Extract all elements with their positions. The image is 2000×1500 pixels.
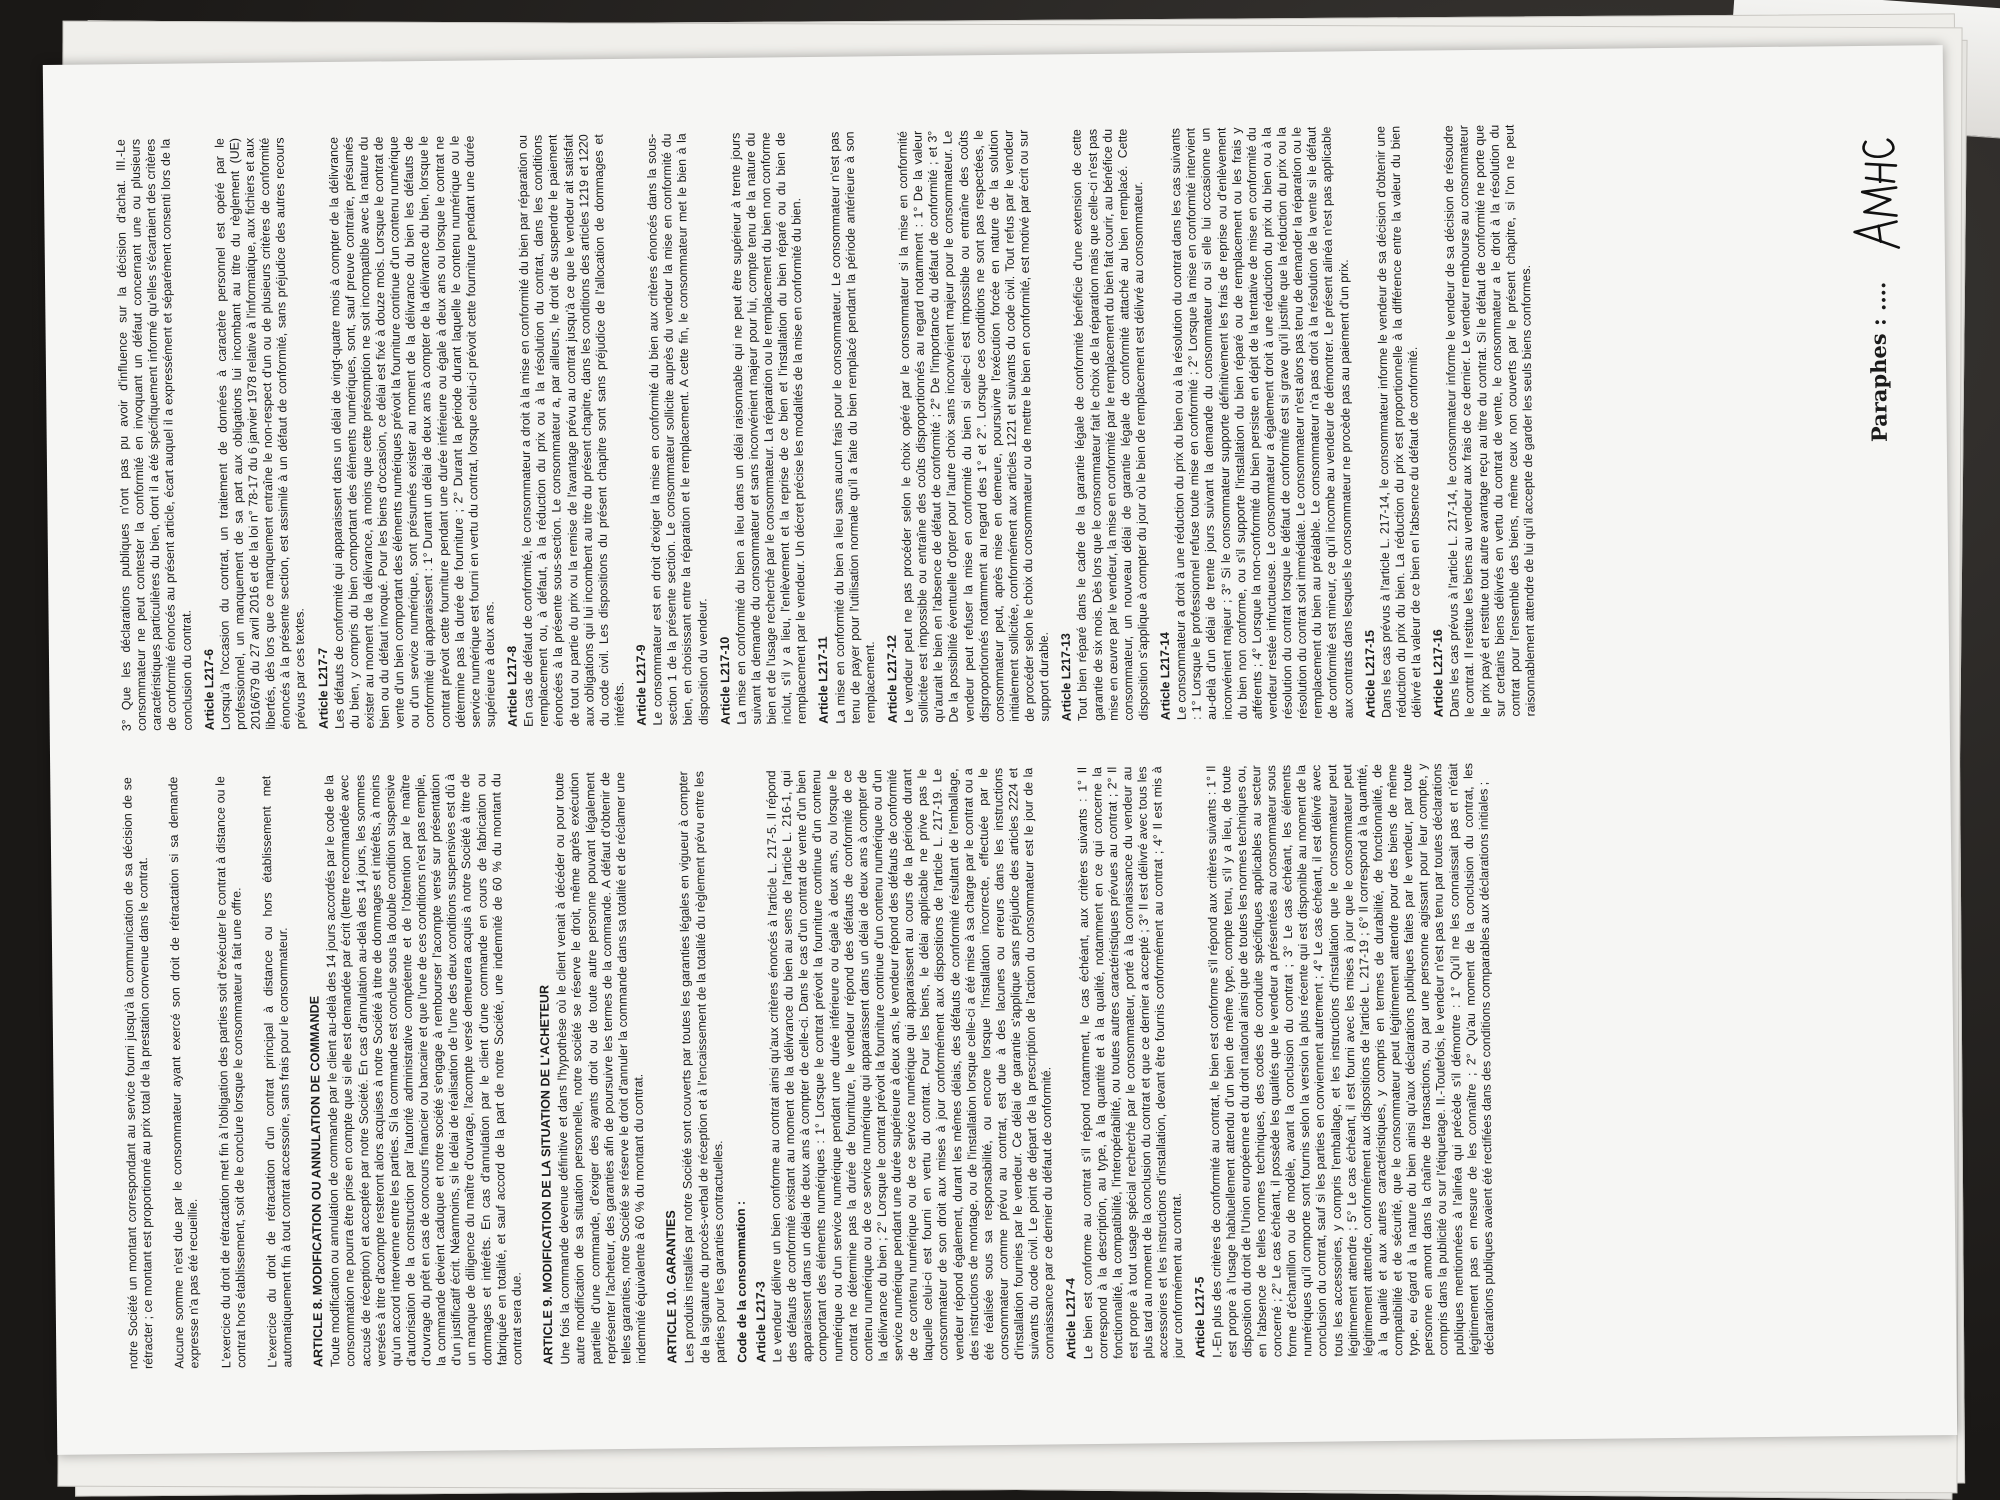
article-subheading: Article L217-5 — [1192, 1276, 1208, 1359]
article-text: Les défauts de conformité qui apparaissent dans un délai de vingt-quatre mois à compter de la délivrance du bien, y compris du bien comportant des éléments numériques, sont, sauf preuve contraire, présumés exister au moment de la délivrance, à moins que cette présomption ne soit incompatible avec la nature du bien ou du défaut invoqué. Pour les biens d'occasion, ce délai est fixé à douze mois. Lorsque le contrat de vente d'un bien comportant des éléments numériques prévoit la fourniture continue d'un contenu numérique ou d'un service numérique, sont présumés exister au moment de la délivrance du bien les défauts de conformité qui apparaissent : 1° Durant un délai de deux ans à compter de la délivrance du bien, lorsque le contrat prévoit cette fourniture pendant une durée inférieure ou égale à deux ans ou lorsque le contrat ne détermine pas la durée de fourniture ; 2° Durant la période durant laquelle le contenu numérique ou le service numérique est fourni en vertu du contrat, lorsque celui-ci prévoit cette fourniture pendant une durée supérieure à deux ans. — [326, 135, 498, 729]
article-heading: ARTICLE 9. MODIFICATION DE LA SITUATION DE L'ACHETEUR — [537, 984, 556, 1365]
article-text: La mise en conformité du bien a lieu dans un délai raisonnable qui ne peut être supérieur à trente jours suivant la demande du consommateur et sans inconvénient majeur pour lui, compte tenu de la nature du bien et de l'usage recherché par le consommateur. La réparation ou le remplacement du bien non conforme inclut, s'il y a lieu, l'enlèvement et la reprise de ce bien et l'installation du bien réparé ou du bien de remplacement par le vendeur. Un décret précise les modalités de la mise en conformité du bien. — [728, 132, 809, 725]
document-page — [43, 45, 1957, 1455]
section-heading: Code de la consommation : — [733, 1200, 750, 1363]
right-column — [114, 122, 1760, 731]
article-subheading: Article L217-16 — [1430, 629, 1446, 718]
article-text: Le vendeur délivre un bien conforme au contrat ainsi qu'aux critères énoncés à l'article L. 217-5. Il répond des défauts de conformité existant au moment de la délivrance du bien au sens de l'article L. 216-1, qui apparaissent dans un délai de deux ans à compter de celle-ci. Dans le cas d'un contrat de vente d'un bien comportant des éléments numériques : 1° Lorsque le contrat prévoit la fourniture continue d'un contenu numérique ou d'un service numérique pendant une durée inférieure ou égale à deux ans, ou lorsque le contrat ne détermine pas la durée de fourniture, le vendeur répond des défauts de conformité de ce contenu numérique ou de ce service numérique qui apparaissent dans un délai de deux ans à compter de la délivrance du bien ; 2° Lorsque le contrat prévoit la fourniture continue d'un contenu numérique ou d'un service numérique pendant une durée supérieure à deux ans, le vendeur répond des défauts de conformité de ce contenu numérique ou de ce service numérique qui apparaissent au cours de la période durant laquelle celui-ci est fourni en vertu du contrat. Pour les biens, le délai applicable ne prive pas le consommateur de son droit aux mises à jour conformément aux dispositions de l'article L. 217-19. Le vendeur répond également, durant les mêmes délais, des défauts de conformité résultant de l'emballage, des instructions de montage, ou de l'installation lorsque celle-ci a été mise à sa charge par le contrat ou a été réalisée sous sa responsabilité, ou encore lorsque l'installation incorrecte, effectuée par le consommateur comme prévu au contrat, est due à des lacunes ou erreurs dans les instructions d'installation fournies par le vendeur. Ce délai de garantie s'applique sans préjudice des articles 2224 et suivants du code civil. Le point de départ de la prescription de l'action du consommateur est le jour de la connaissance par ce dernier du défaut de conformité. — [764, 767, 1057, 1363]
handwritten-initials-signature — [1846, 135, 1907, 256]
paragraph: notre Société un montant correspondant au service fourni jusqu'à la communication de sa décision de se rétracter ; ce montant est proportionné au prix total de la prestation convenue dans le contrat. — [120, 777, 156, 1370]
article-heading: ARTICLE 10. GARANTIES — [663, 1210, 680, 1364]
article-text: Le vendeur peut ne pas procéder selon le choix opéré par le consommateur si la mise en conformité sollicitée est impossible ou entraîne des coûts disproportionnés au regard notamment : 1° De la valeur qu'aurait le bien en l'absence de défaut de conformité ; 2° De l'importance du défaut de conformité ; et 3° De la possibilité éventuelle d'opter pour l'autre choix sans inconvénient majeur pour le consommateur. Le vendeur peut refuser la mise en conformité du bien si celle-ci est impossible ou entraîne des coûts disproportionnés notamment au regard des 1° et 2°. Lorsque ces conditions ne sont pas respectées, le consommateur peut, après mise en demeure, poursuivre l'exécution forcée en nature de la solution initialement sollicitée, conformément aux articles 1221 et suivants du code civil. Tout refus par le vendeur de procéder selon le choix du consommateur ou de mettre le bien en conformité, est motivé par écrit ou sur support durable. — [895, 129, 1052, 724]
article-text: Le consommateur a droit à une réduction du prix du bien ou à la résolution du contrat dans les cas suivants : 1° Lorsque le professionnel refuse toute mise en conformité ; 2° Lorsque la mise en conformité intervient au-delà d'un délai de trente jours suivant la demande du consommateur ou si elle lui occasionne un inconvénient majeur ; 3° Si le consommateur supporte définitivement les frais de reprise ou d'enlèvement du bien non conforme, ou s'il supporte l'installation du bien réparé ou de remplacement ou les frais y afférents ; 4° Lorsque la non-conformité du bien persiste en dépit de la tentative de mise en conformité du vendeur restée infructueuse. Le consommateur a également droit à une réduction du prix du bien ou à la résolution du contrat lorsque le défaut de conformité est si grave qu'il justifie que la réduction du prix ou la résolution du contrat soit immédiate. Le consommateur n'est alors pas tenu de demander la réparation ou le remplacement du bien au préalable. Le consommateur n'a pas droit à la résolution de la vente si le défaut de conformité est mineur, ce qu'il incombe au vendeur de démontrer. Le présent alinéa n'est pas applicable aux contrats dans lesquels le consommateur ne procède pas au paiement d'un prix. — [1168, 126, 1356, 721]
article-text: Dans les cas prévus à l'article L. 217-14, le consommateur informe le vendeur de sa décision de résoudre le contrat. Il restitue les biens au vendeur aux frais de ce dernier. Le vendeur rembourse au consommateur le prix payé et restitue tout autre avantage reçu au titre du contrat. Si le défaut de conformité ne porte que sur certains biens délivrés en vertu du contrat de vente, le consommateur a le droit à la résolution du contrat pour l'ensemble des biens, même ceux non couverts par le présent chapitre, si l'on ne peut raisonnablement attendre de lui qu'il accepte de garder les seuls biens conformes. — [1441, 124, 1538, 718]
paraphes-label: Paraphes : .... — [1864, 281, 1892, 443]
paragraph: Aucune somme n'est due par le consommateur ayant exercé son droit de rétractation si sa demande expresse n'a pas été recueillie. — [166, 776, 202, 1369]
article-text: Tout bien réparé dans le cadre de la garantie légale de conformité bénéficie d'une extension de cette garantie de six mois. Dès lors que le consommateur fait le choix de la réparation mais que celle-ci n'est pas mise en œuvre par le vendeur, la mise en conformité par le remplacement du bien fait courir, au bénéfice du consommateur, un nouveau délai de garantie légale de conformité attaché au bien remplacé. Cette disposition s'applique à compter du jour où le bien de remplacement est délivré au consommateur. — [1069, 128, 1151, 722]
text-columns — [114, 122, 1767, 1369]
article-text: Le bien est conforme au contrat s'il répond notamment, le cas échéant, aux critères suivants : 1° Il correspond à la description, au type, à la quantité et à la qualité, notamment en ce qui concerne la fonctionnalité, la compatibilité, l'interopérabilité, ou toutes autres caractéristiques prévues au contrat ; 2° Il est propre à tout usage spécial recherché par le consommateur, porté à la connaissance du vendeur au plus tard au moment de la conclusion du contrat et que ce dernier a accepté ; 3° Il est délivré avec tous les accessoires et les instructions d'installation, devant être fournis conformément au contrat ; 4° Il est mis à jour conformément au contrat. — [1074, 766, 1186, 1360]
article-text: En cas de défaut de conformité, le consommateur a droit à la mise en conformité du bien par réparation ou remplacement ou, à défaut, à la réduction du prix ou à la résolution du contrat, dans les conditions énoncées à la présente sous-section. Le consommateur a, par ailleurs, le droit de suspendre le paiement de tout ou partie du prix ou la remise de l'avantage prévu au contrat jusqu'à ce que le vendeur ait satisfait aux obligations qui lui incombent au titre du présent chapitre, dans les conditions des articles 1219 et 1220 du code civil. Les dispositions du présent chapitre sont sans préjudice de l'allocation de dommages et intérêts. — [515, 134, 627, 728]
article-text: Une fois la commande devenue définitive et dans l'hypothèse où le client venait à décéder ou pour toute autre modification de sa situation personnelle, notre société se réserve le droit, même après exécution partielle d'une commande, d'exiger des ayants droit ou de toute autre personne pouvant légalement représenter l'acheteur, des garanties afin de poursuivre les termes de la commande. A défaut d'obtenir de telles garanties, notre Société se réserve le droit d'annuler la commande dans sa totalité et de réclamer une indemnité équivalente à 60 % du montant du contrat. — [552, 771, 649, 1365]
article-text: Le consommateur est en droit d'exiger la mise en conformité du bien aux critères énoncés dans la sous-section 1 de la présente section. Le consommateur sollicite auprès du vendeur la mise en conformité du bien, en choisissant entre la réparation et le remplacement. A cette fin, le consommateur met le bien à la disposition du vendeur. — [644, 133, 711, 726]
paragraph: L'exercice du droit de rétractation d'un contrat principal à distance ou hors établissement met automatiquement fin à tout contrat accessoire, sans frais pour le consommateur. — [258, 775, 295, 1368]
article-text: Lorsqu'à l'occasion du contrat, un traitement de données à caractère personnel est opéré par le professionnel, un manquement de sa part aux obligations lui incombant au titre du règlement (UE) 2016/679 du 27 avril 2016 et de la loi n° 78-17 du 6 janvier 1978 relative à l'informatique, aux fichiers et aux libertés, dès lors que ce manquement entraîne le non-respect d'un ou de plusieurs critères de conformité énoncés à la présente section, est assimilé à un défaut de conformité, sans préjudice des autres recours prévus par ces textes. — [212, 137, 309, 731]
paragraph: L'exercice du droit de rétractation met fin à l'obligation des parties soit d'exécuter le contrat à distance ou le contrat hors établissement, soit de le conclure lorsque le consommateur a fait une offre. — [212, 776, 249, 1369]
article-subheading: Article L217-6 — [201, 648, 217, 731]
article-subheading: Article L217-8 — [504, 645, 520, 728]
article-text: Toute modification ou annulation de commande par le client au-delà des 14 jours accordés par le code de la consommation ne pourra être prise en compte que si elle est demandée par écrit (lettre recommandée avec accusé de réception) et acceptée par notre Société. En cas d'annulation au-delà des 14 jours, les sommes versées à titre d'acompte resteront alors acquises à notre Société à titre de dommages et intérêts, à moins qu'un accord intervienne entre les parties. Si la commande est conclue sous la double condition suspensive d'autorisation de la construction par l'autorité administrative compétente et de l'obtention par le maître d'ouvrage du prêt en cas de concours financier ou bancaire et que l'une de ces conditions n'est pas remplie, la commande devient caduque et notre société s'engage à rembourser l'acompte versé sur présentation d'un justificatif écrit. Néanmoins, si le délai de réalisation de l'une des deux conditions suspensives est dû à un manque de diligence du maître d'ouvrage, l'acompte versé demeurera acquis à notre Société à titre de dommages et intérêts. En cas d'annulation par le client d'une commande en cours de fabrication ou fabriquée en totalité, et sauf accord de la part de notre Société, une indemnité de 60 % du montant du contrat sera due. — [322, 773, 525, 1368]
article-heading: ARTICLE 8. MODIFICATION OU ANNULATION DE COMMANDE — [307, 995, 326, 1368]
article-text: Dans les cas prévus à l'article L. 217-14, le consommateur informe le vendeur de sa décision d'obtenir une réduction du prix du bien. La réduction du prix est proportionnelle à la différence entre la valeur du bien délivré et la valeur de ce bien en l'absence du défaut de conformité. — [1373, 125, 1424, 719]
paragraph: 3° Que les déclarations publiques n'ont pas pu avoir d'influence sur la décision d'achat. III.-Le consommateur ne peut contester la conformité en invoquant un défaut concernant une ou plusieurs caractéristiques particulières du bien, dont il a été spécifiquement informé qu'elles s'écartaient des critères de conformité énoncés au présent article, écart auquel il a expressément et séparément consenti lors de la conclusion du contrat. — [113, 138, 195, 732]
article-text: La mise en conformité du bien a lieu sans aucun frais pour le consommateur. Le consommateur n'est pas tenu de payer pour l'utilisation normale qu'il a faite du bien remplacé pendant la période antérieure à son remplacement. — [827, 131, 878, 724]
article-subheading: Article L217-15 — [1362, 629, 1378, 719]
page-footer — [1846, 135, 1909, 442]
article-subheading: Article L217-13 — [1059, 633, 1074, 722]
article-subheading: Article L217-7 — [315, 647, 331, 730]
left-column — [120, 760, 1766, 1369]
article-subheading: Article L217-12 — [884, 634, 900, 724]
article-text: Les produits installés par notre Société sont couverts par toutes les garanties légales en vigueur à compter de la signature du procès-verbal de réception et à l'encaissement de la totalité du règlement prévu entre les parties pour les garanties contractuelles. — [676, 771, 728, 1364]
article-subheading: Article L217-4 — [1063, 1277, 1079, 1360]
article-subheading: Article L217-14 — [1157, 632, 1173, 721]
article-subheading: Article L217-10 — [717, 636, 733, 725]
article-subheading: Article L217-9 — [633, 644, 649, 726]
article-subheading: Article L217-11 — [816, 636, 832, 724]
article-text: I.-En plus des critères de conformité au contrat, le bien est conforme s'il répond aux critères suivants : 1° Il est propre à l'usage habituellement attendu d'un bien de même type, compte tenu, s'il y a lieu, de toute disposition du droit de l'Union européenne et du droit national ainsi que de toutes les normes techniques ou, en l'absence de telles normes techniques, des codes de conduite spécifiques applicables au secteur concerné ; 2° Le cas échéant, il possède les qualités que le vendeur a présentées au consommateur sous forme d'échantillon ou de modèle, avant la conclusion du contrat ; 3° Le cas échéant, les éléments numériques qu'il comporte sont fournis selon la version la plus récente qui est disponible au moment de la conclusion du contrat, sauf si les parties en conviennent autrement ; 4° Le cas échéant, il est délivré avec tous les accessoires, y compris l'emballage, et les instructions d'installation que le consommateur peut légitimement attendre ; 5° Le cas échéant, il est fourni avec les mises à jour que le consommateur peut légitimement attendre, conformément aux dispositions de l'article L. 217-19 ; 6° Il correspond à la quantité, à la qualité et aux autres caractéristiques, y compris en termes de durabilité, de fonctionnalité, de compatibilité et de sécurité, que le consommateur peut légitimement attendre pour des biens de même type, eu égard à la nature du bien ainsi qu'aux déclarations publiques faites par le vendeur, par toute personne en amont dans la chaîne de transactions, ou par une personne agissant pour leur compte, y compris dans la publicité ou sur l'étiquetage. II.-Toutefois, le vendeur n'est pas tenu par toutes déclarations publiques mentionnées à l'alinéa qui précède s'il démontre : 1° Qu'il ne les connaissait pas et n'était légitimement pas en mesure de les connaître ; 2° Qu'au moment de la conclusion du contrat, les déclarations publiques avaient été rectifiées dans des conditions comparables aux déclarations initiales ; — [1203, 763, 1497, 1358]
article-subheading: Article L217-3 — [753, 1281, 769, 1363]
